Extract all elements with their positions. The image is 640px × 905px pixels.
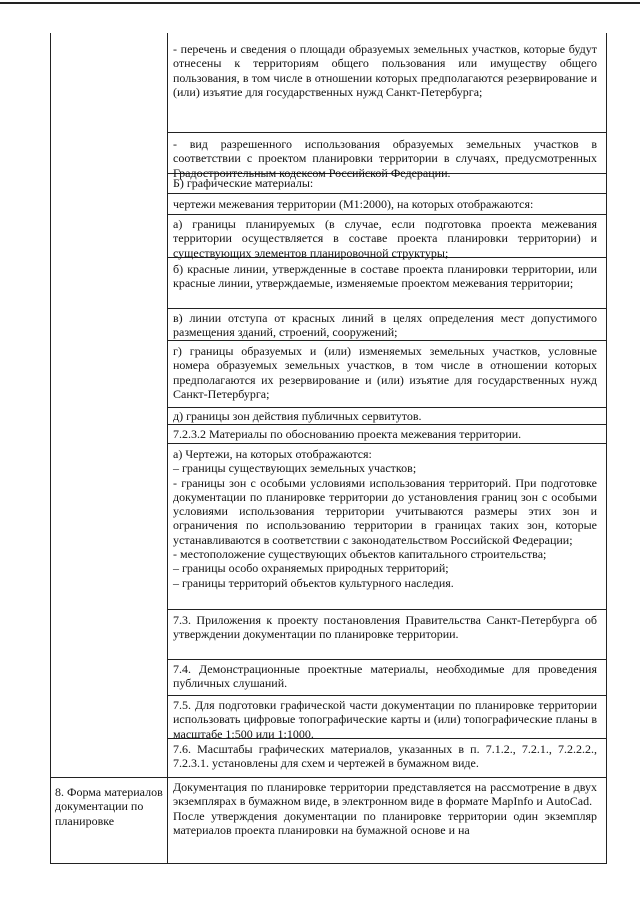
- cell-border: [167, 609, 606, 610]
- cell-border: [167, 214, 606, 215]
- row8-content: Документация по планировке территории представляется на рассмотрение в двух экземплярах в бумажном виде, в электронном виде в формате MapInfo и AutoCad. После утверждения документации по планировке территории один экземпляр материалов проекта планировки на бумажной основе и на: [173, 780, 597, 837]
- section-7-4: 7.4. Демонстрационные проектные материалы, необходимые для проведения публичных слушаний.: [173, 662, 597, 691]
- cell-border: [167, 340, 606, 341]
- cell-border: [167, 443, 606, 444]
- section-7-3: 7.3. Приложения к проекту постановления Правительства Санкт-Петербурга об утверждении документации по планировке территории.: [173, 613, 597, 642]
- para-item-d: д) границы зон действия публичных сервитутов.: [173, 409, 422, 423]
- row-label-documentation-form: 8. Форма материалов документации по планировке: [55, 785, 163, 828]
- para-item-g: г) границы образуемых и (или) изменяемых земельных участков, условные номера образуемых земельных участков, в том числе в отношении которых предполагаются их резервирование и (или) изъятие для государственных нужд Санкт-Петербурга;: [173, 344, 597, 401]
- page-top-rule: [0, 2, 640, 4]
- cell-border: [167, 407, 606, 408]
- cell-border: [167, 308, 606, 309]
- para-survey-drawings: чертежи межевания территории (М1:2000), на которых отображаются:: [173, 197, 534, 211]
- cell-border: [167, 424, 606, 425]
- cell-border: [167, 132, 606, 133]
- para-land-plots-info: - перечень и сведения о площади образуемых земельных участков, которые будут отнесены к территориям общего пользования или имуществу общего пользования, в том числе в отношении которых предполагаются резервирование и (или) изъятие для государственных нужд Санкт-Петербурга;: [173, 42, 597, 99]
- para-graphic-materials: Б) графические материалы:: [173, 176, 314, 190]
- cell-border: [167, 193, 606, 194]
- row-border-8: [51, 777, 606, 778]
- section-7-6: 7.6. Масштабы графических материалов, указанных в п. 7.1.2., 7.2.1., 7.2.2.2., 7.2.3.1. установлены для схем и чертежей в бумажном виде.: [173, 742, 597, 771]
- cell-border: [167, 659, 606, 660]
- para-justification-drawings: а) Чертежи, на которых отображаются: – границы существующих земельных участков; - границы зон с особыми условиями использования территорий. При подготовке документации по планировке территории до установления границ зон с особыми условиями использования территории учитываются размеры этих зон и ограничения по использованию территории в границах таких зон, которые устанавливаются в соответствии с законодательством Российской Федерации; - местоположение существующих объектов капитального строительства; – границы особо охраняемых природных территорий; – границы территорий объектов культурного наследия.: [173, 447, 597, 590]
- requirements-table: [50, 33, 607, 864]
- section-7-5: 7.5. Для подготовки графической части документации по планировке территории использовать цифровые топографические карты и (или) топографические планы в масштабе 1:500 или 1:1000.: [173, 698, 597, 741]
- para-item-v: в) линии отступа от красных линий в целях определения мест допустимого размещения зданий, строений, сооружений;: [173, 311, 597, 340]
- para-permitted-use: - вид разрешенного использования образуемых земельных участков в соответствии с проектом планировки территории в случаях, предусмотренных Градостроительным кодексом Российской Федерации.: [173, 137, 597, 180]
- para-item-b: б) красные линии, утвержденные в составе проекта планировки территории, или красные линии, утверждаемые, изменяемые проектом межевания территории;: [173, 262, 597, 291]
- cell-border: [167, 695, 606, 696]
- section-7-2-3-2: 7.2.3.2 Материалы по обоснованию проекта межевания территории.: [173, 427, 522, 441]
- para-item-a: а) границы планируемых (в случае, если подготовка проекта межевания территории осуществляется в составе проекта планировки территории) и существующих элементов планировочной структуры;: [173, 217, 597, 260]
